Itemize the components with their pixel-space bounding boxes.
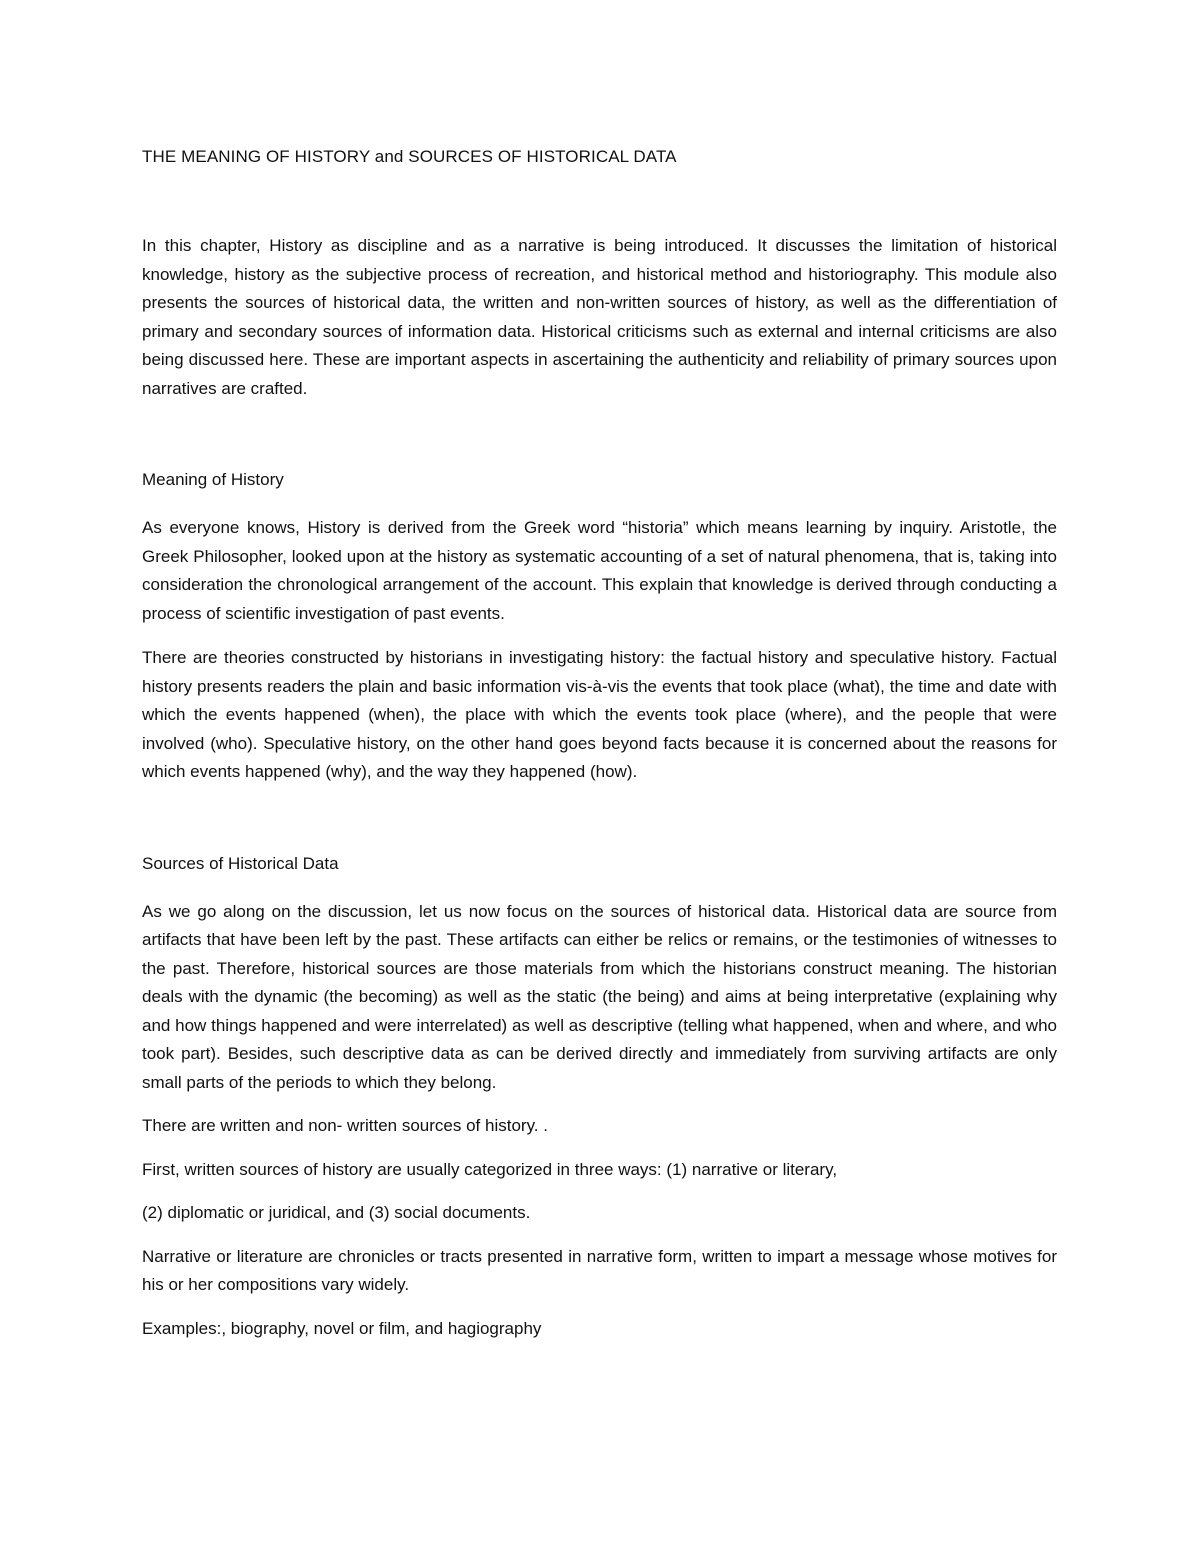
section-heading-sources-of-historical-data: Sources of Historical Data (142, 853, 339, 873)
document-title: THE MEANING OF HISTORY and SOURCES OF HISTORICAL DATA (142, 147, 677, 166)
meaning-paragraph-1: As everyone knows, History is derived from the Greek word “historia” which means learning by inquiry. Aristotle, the Greek Philosopher, looked upon at the history as systematic accounting of a set of natural phenomena, that is, taking into consideration the chronological arrangement of the account. This explain that knowledge is derived through conducting a process of scientific investigation of past events. (142, 518, 1057, 623)
sources-paragraph-2: There are written and non- written sources of history. . (142, 1116, 548, 1135)
sources-paragraph-6: Examples:, biography, novel or film, and hagiography (142, 1318, 542, 1338)
sources-paragraph-5: Narrative or literature are chronicles or tracts presented in narrative form, written to impart a message whose motives for his or her compositions vary widely. (142, 1246, 1057, 1294)
meaning-paragraph-2: There are theories constructed by historians in investigating history: the factual history and speculative history. Factual history presents readers the plain and basic information vis-à-vis the events that took place (what), the time and date with which the events happened (when), the place with which the events took place (where), and the people that were involved (who). Speculative history, on the other hand goes beyond facts because it is concerned about the reasons for which events happened (why), and the way they happened (how). (142, 648, 1057, 781)
sources-paragraph-4: (2) diplomatic or juridical, and (3) social documents. (142, 1203, 531, 1222)
section-heading-meaning-of-history: Meaning of History (142, 470, 284, 489)
intro-paragraph: In this chapter, History as discipline and as a narrative is being introduced. It discusses the limitation of historical knowledge, history as the subjective process of recreation, and historical method and historiography. This module also presents the sources of historical data, the written and non-written sources of history, as well as the differentiation of primary and secondary sources of information data. Historical criticisms such as external and internal criticisms are also being discussed here. These are important aspects in ascertaining the authenticity and reliability of primary sources upon narratives are crafted. (142, 236, 1057, 398)
document-body (142, 146, 1057, 1343)
sources-paragraph-1: As we go along on the discussion, let us now focus on the sources of historical data. Historical data are source from artifacts that have been left by the past. These artifacts can either be relics or remains, or the testimonies of witnesses to the past. Therefore, historical sources are those materials from which the historians construct meaning. The historian deals with the dynamic (the becoming) as well as the static (the being) and aims at being interpretative (explaining why and how things happened and were interrelated) as well as descriptive (telling what happened, when and where, and who took part). Besides, such descriptive data as can be derived directly and immediately from surviving artifacts are only small parts of the periods to which they belong. (142, 901, 1057, 1092)
sources-paragraph-3: First, written sources of history are usually categorized in three ways: (1) narrative or literary, (142, 1159, 838, 1179)
